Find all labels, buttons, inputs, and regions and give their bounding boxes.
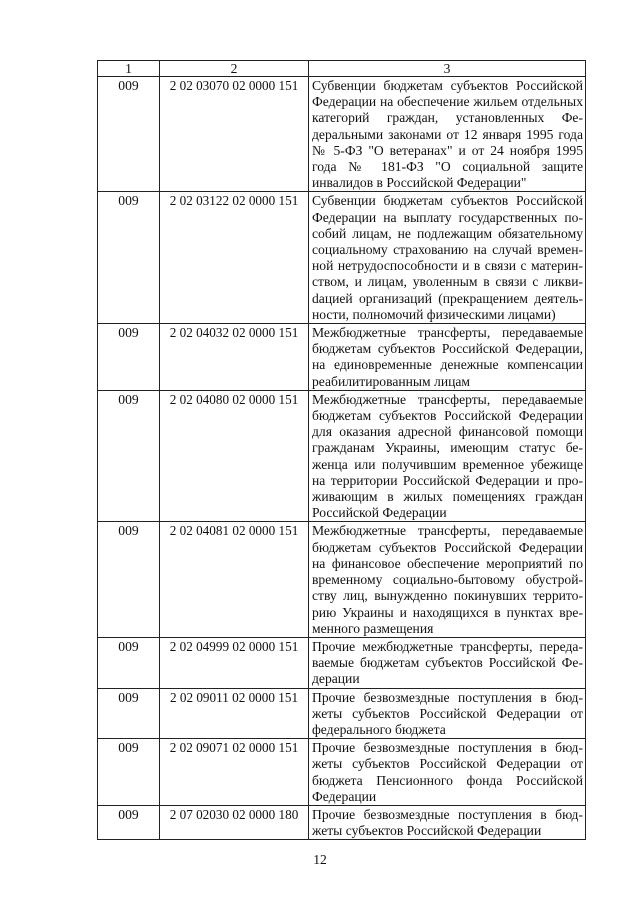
revenue-name-cell: Субвенции бюджетам субъектов Российской Федерации на обеспечение жильем отдельных категорий граждан, установленных Федеральными законами от 12 января 1995 года № 5-ФЗ "О ветеранах" и от 24 ноября 1995 года № 181-ФЗ "О социальной защите инвалидов в Российской Федерации": [309, 77, 586, 192]
table-row: [98, 192, 586, 324]
revenue-codes-table: [97, 60, 586, 840]
revenue-code-cell: 2 02 04081 02 0000 151: [160, 522, 309, 637]
revenue-code-cell: 2 02 04032 02 0000 151: [160, 324, 309, 391]
table-row: [98, 324, 586, 391]
admin-code-cell: 009: [98, 688, 160, 739]
revenue-code-cell: 2 02 03122 02 0000 151: [160, 192, 309, 324]
table-row: [98, 390, 586, 522]
revenue-code-cell: 2 02 04080 02 0000 151: [160, 390, 309, 522]
column-header-3: 3: [309, 61, 586, 77]
column-header-1: 1: [98, 61, 160, 77]
revenue-name-cell: Субвенции бюджетам субъектов Российской Федерации на выплату государственных пособий лицам, не подлежащим обязательному социальному страхованию на случай временной нетрудоспособности и в связи с материнством, и лицам, уволенным в связи с ликвиdацией организаций (прекращением деятельности, полномочий физическими лицами): [309, 192, 586, 324]
revenue-name-cell: Межбюджетные трансферты, передаваемые бюджетам субъектов Российской Федерации, на единовременные денежные компенсации реабилитированным лицам: [309, 324, 586, 391]
page-number: 12: [313, 852, 327, 867]
admin-code-cell: 009: [98, 637, 160, 688]
table-row: [98, 805, 586, 839]
revenue-name-cell: Межбюджетные трансферты, передаваемые бюджетам субъектов Российской Федерации на финансовое обеспечение мероприятий по временному социально-бытовому обустройству лиц, вынужденно покинувших территорию Украины и находящихся в пунктах временного размещения: [309, 522, 586, 637]
revenue-name-cell: Прочие межбюджетные трансферты, передаваемые бюджетам субъектов Российской Федерации: [309, 637, 586, 688]
table-row: [98, 522, 586, 637]
revenue-name-cell: Межбюджетные трансферты, передаваемые бюджетам субъектов Российской Федерации для оказания адресной финансовой помощи гражданам Украины, имеющим статус беженца или получившим временное убежище на территории Российской Федерации и проживающим в жилых помещениях граждан Российской Федерации: [309, 390, 586, 522]
revenue-code-cell: 2 02 09011 02 0000 151: [160, 688, 309, 739]
table-row: [98, 637, 586, 688]
admin-code-cell: 009: [98, 805, 160, 839]
revenue-name-cell: Прочие безвозмездные поступления в бюджеты субъектов Российской Федерации от федерального бюджета: [309, 688, 586, 739]
column-header-2: 2: [160, 61, 309, 77]
table-row: [98, 739, 586, 806]
table-row: [98, 688, 586, 739]
revenue-code-cell: 2 02 03070 02 0000 151: [160, 77, 309, 192]
admin-code-cell: 009: [98, 324, 160, 391]
admin-code-cell: 009: [98, 77, 160, 192]
revenue-name-cell: Прочие безвозмездные поступления в бюджеты субъектов Российской Федерации от бюджета Пенсионного фонда Российской Федерации: [309, 739, 586, 806]
admin-code-cell: 009: [98, 390, 160, 522]
revenue-code-cell: 2 02 04999 02 0000 151: [160, 637, 309, 688]
revenue-name-cell: Прочие безвозмездные поступления в бюджеты субъектов Российской Федерации: [309, 805, 586, 839]
revenue-code-cell: 2 02 09071 02 0000 151: [160, 739, 309, 806]
admin-code-cell: 009: [98, 522, 160, 637]
admin-code-cell: 009: [98, 192, 160, 324]
admin-code-cell: 009: [98, 739, 160, 806]
table-row: [98, 77, 586, 192]
revenue-code-cell: 2 07 02030 02 0000 180: [160, 805, 309, 839]
table-header-row: [98, 61, 586, 77]
